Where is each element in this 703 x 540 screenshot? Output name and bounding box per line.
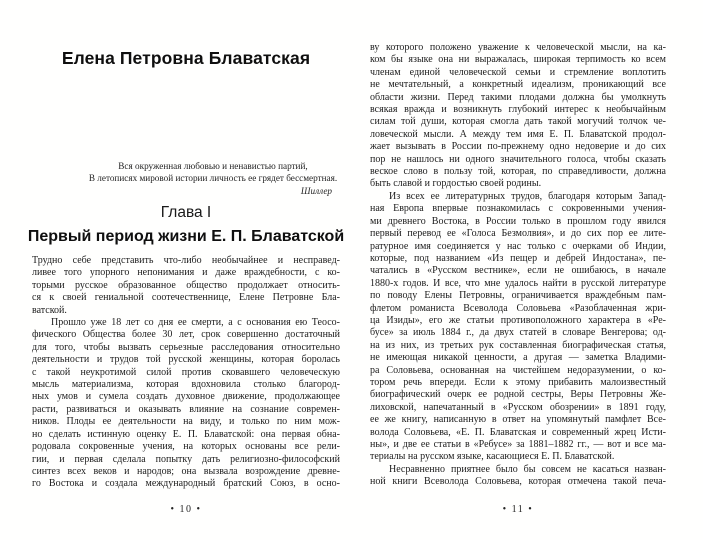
- epigraph-attribution: Шиллер: [300, 186, 332, 197]
- book-title: Елена Петровна Блаватская: [61, 48, 311, 68]
- text-line: гии, и первая сделала попытку дать религиозно-философский: [32, 453, 340, 465]
- epigraph: [76, 160, 350, 198]
- text-line: го Востока и создала международный братский Союз, в осно-: [32, 478, 340, 490]
- text-line: торыми русское образованное общество продолжает относить-: [32, 279, 340, 291]
- text-line: области жизни. Перед такими плодами должна бы умолкнуть: [370, 91, 666, 103]
- text-line: чатались в «Русском вестнике», если не ошибаюсь, в начале: [370, 265, 666, 277]
- epigraph-line: Вся окруженная любовью и ненавистью партий,: [118, 161, 308, 171]
- text-line: родовала сокровенные учения, на которых основаны все рели-: [32, 441, 340, 453]
- text-line: Трудно себе представить что-либо необычайнее и несправед-: [32, 255, 340, 266]
- text-line: ников. Плоды ее деятельности на виду, и только по ним мож-: [32, 416, 340, 428]
- text-line: быть славой и гордостью своей родины.: [370, 178, 542, 190]
- text-line: веское слово в пользу той, которая, по справедливости, должна: [370, 166, 666, 178]
- text-line: ся к своей гениальной соотечественнице, Елене Петровне Бла-: [32, 292, 340, 304]
- text-line: ее же книгу, написанную в ответ на упомянутый памфлет Все-: [370, 414, 666, 426]
- text-line: ми древнего Востока, в России только в прошлом году явился: [370, 215, 666, 227]
- text-line: 1880-х годов. И все, что мне удалось найти в русской литературе: [370, 277, 666, 289]
- text-line: деятельности и трудов той русской женщины, которая боролась: [32, 354, 340, 366]
- text-line: синтез всех веков и народов; она вызвала возрождение древне-: [32, 465, 340, 477]
- text-line: всякая вражда и возникнуть глубокий интерес к необычайным: [370, 104, 666, 116]
- chapter-heading: Глава I: [160, 204, 212, 221]
- section-heading: Первый период жизни Е. П. Блаватской: [27, 228, 345, 245]
- text-line: ву которого положено уважение к человеческой мысли, на ка-: [370, 42, 666, 53]
- text-line: которые, под названием «Из пещер и дебрей Индостана», пе-: [370, 252, 666, 264]
- text-line: пор не нашлось ни одного значительного голоса, чтобы сказать: [370, 153, 666, 165]
- text-line: мысль материализма, которая вдохновила столько благород-: [32, 379, 340, 391]
- text-line: ватской.: [32, 304, 67, 316]
- text-line: не мечтательный, а конкретный идеализм, проникающий все: [370, 79, 666, 91]
- text-line: волода Соловьева, «Е. П. Блаватская и современный жрец Исти-: [370, 426, 666, 438]
- page-left: [27, 40, 345, 510]
- text-line: ных умов и сумела создать духовное движение, продолжающее: [32, 391, 340, 403]
- text-line: ратурное имя соединяется у нас только с очерками об Индии,: [370, 240, 666, 252]
- text-line: ны», и две ее статьи в «Ребусе» за 1881–1882 гг., — вот и все ма-: [370, 439, 666, 450]
- text-line: ной книги Всеволода Соловьева, которая отмечена такой печа-: [370, 476, 666, 488]
- text-line: ца Изиды», его же статьи противоположного характера в «Ре-: [370, 314, 666, 326]
- page-body-left: [32, 255, 340, 491]
- text-line: териалы на русском языке, касающиеся Е. П. Блаватской.: [370, 451, 615, 463]
- text-line: ра Соловьева, основанная на чистейшем недоразумении, о ко-: [370, 364, 666, 376]
- text-line: но сделать истинную оценку Е. П. Блаватской: она первая обна-: [32, 428, 340, 440]
- text-line: с такой неукротимой силой против сковавшего человеческую: [32, 366, 340, 378]
- text-line: для того, чтобы вызвать серьезные расследования относительно: [32, 341, 340, 353]
- text-line: по поводу Елены Петровны, ограничивается враждебным пам-: [370, 290, 666, 302]
- text-line: силам той души, которая смогла дать такой могучий толчок че-: [370, 116, 666, 128]
- page-body-right: [370, 42, 666, 489]
- text-line: флетом романиста Всеволода Соловьева «Разоблаченная жри-: [370, 302, 666, 314]
- text-line: жает вызывать в России по-прежнему одно недоверие и до сих: [370, 141, 666, 153]
- text-line: первый перевод ее «Голоса Безмолвия», и до сих пор ее лите-: [370, 228, 666, 240]
- text-line: Прошло уже 18 лет со дня ее смерти, а с основания ею Теосо-: [51, 317, 340, 329]
- text-line: членам единой человеческой семьи и стремление воплотить: [370, 66, 666, 78]
- page-number-right: • 11 •: [502, 504, 534, 515]
- text-line: ловеческой мысли. А между тем имя Е. П. Блаватской продол-: [370, 128, 666, 140]
- text-line: ком бы языке она ни выражалась, широкая терпимость ко всем: [370, 54, 666, 66]
- text-line: тором речь впереди. Если к этому прибавить малоизвестный: [370, 376, 666, 388]
- text-line: бусе» за июль 1884 г., да двух статей в словаре Венгерова; од-: [370, 327, 666, 339]
- text-line: лиховской, напечатанный в «Русском обозрении» в 1891 году,: [370, 401, 666, 413]
- epigraph-line: В летописях мировой истории личность ее грядет бессмертная.: [88, 173, 338, 184]
- text-line: на из них, из третьих рук составленная биографическая статья,: [370, 339, 666, 351]
- text-line: ная Европа впервые познакомилась с сокровенными учения-: [370, 203, 666, 215]
- text-line: расти, развиваться и оказывать влияние на сознание современ-: [32, 403, 340, 415]
- text-line: ливее того упорного непонимания и даже враждебности, с ко-: [32, 267, 340, 279]
- text-line: фического Общества более 30 лет, срок совершенно достаточный: [32, 329, 340, 341]
- page-number-left: • 10 •: [170, 504, 202, 515]
- text-line: Из всех ее литературных трудов, благодаря которым Запад-: [389, 190, 666, 202]
- page-right: [370, 42, 666, 512]
- text-line: не имеющая никакой ценности, а другая — заметка Владими-: [370, 352, 666, 364]
- text-line: биографический очерк ее родной сестры, Веры Петровны Же-: [370, 389, 666, 401]
- text-line: Несравненно приятнее было бы совсем не касаться назван-: [389, 463, 666, 475]
